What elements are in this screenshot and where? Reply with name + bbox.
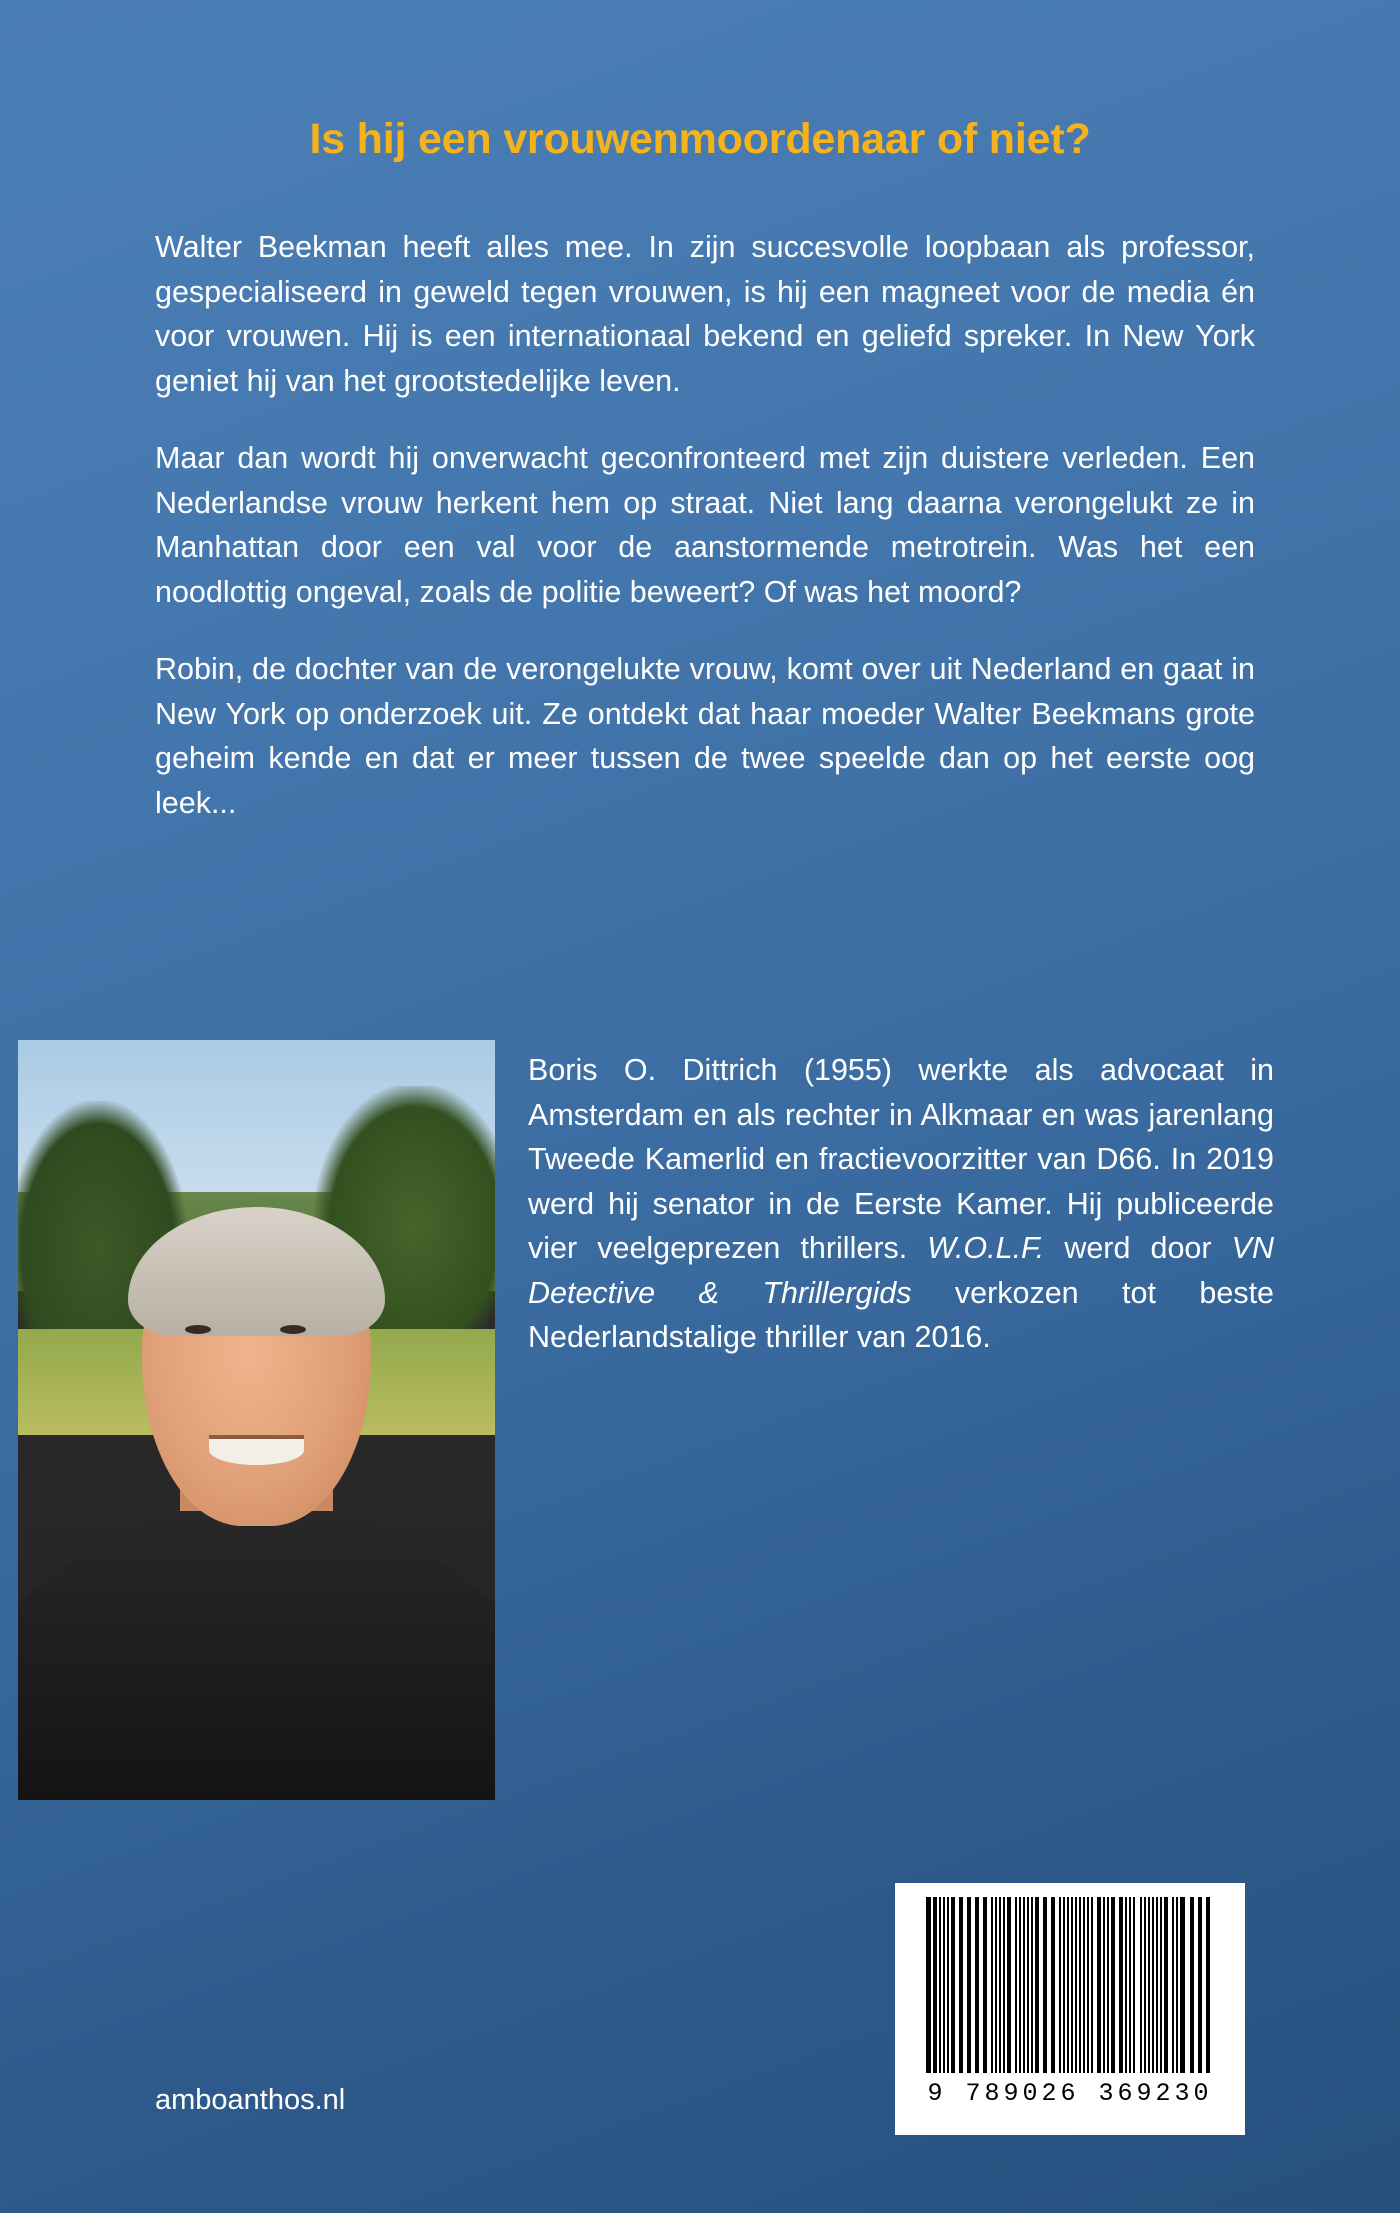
blurb-paragraph-2: Maar dan wordt hij onverwacht geconfronteerd met zijn duistere verleden. Een Nederlandse vrouw herkent hem op straat. Niet lang daarna verongelukt ze in Manhattan door een val voor de aanstormende metrotrein. Was het een noodlottig ongeval, zoals de politie beweert? Of was het moord?	[155, 441, 1255, 609]
author-bio-part-1: Boris O. Dittrich (1955) werkte als advocaat in Amsterdam en als rechter in Alkmaar en was jarenlang Tweede Kamerlid en fractievoorzitter van D66. In 2019 werd hij senator in de Eerste Kamer. Hij publiceerde vier veelgeprezen thrillers.	[528, 1053, 1274, 1266]
blurb-paragraph-1: Walter Beekman heeft alles mee. In zijn succesvolle loopbaan als professor, gespecialiseerd in geweld tegen vrouwen, is hij een magneet voor de media én voor vrouwen. Hij is een internationaal bekend en geliefd spreker. In New York geniet hij van het grootstedelijke leven.	[155, 230, 1255, 398]
barcode-bars	[926, 1897, 1214, 2073]
page-title: Is hij een vrouwenmoordenaar of niet?	[309, 115, 1091, 163]
blurb-text	[155, 225, 1255, 825]
blurb-paragraph-3: Robin, de dochter van de verongelukte vrouw, komt over uit Nederland en gaat in New York op onderzoek uit. Ze ontdekt dat haar moeder Walter Beekmans grote geheim kende en dat er meer tussen de twee speelde dan op het eerste oog leek...	[155, 652, 1255, 820]
author-section	[18, 1040, 1382, 1800]
author-portrait-image	[18, 1040, 495, 1800]
publisher-website: amboanthos.nl	[155, 2084, 346, 2116]
publication-title-vn: VN Detective & Thrillergids	[528, 1231, 1275, 1310]
author-bio-text	[528, 1048, 1274, 1360]
photo-shirt	[18, 1481, 495, 1800]
photo-mouth	[209, 1435, 304, 1465]
barcode	[895, 1883, 1245, 2135]
author-bio-part-2: werd door	[1044, 1231, 1232, 1266]
barcode-digits: 9 789026 369230	[927, 2079, 1213, 2108]
author-photo	[18, 1040, 495, 1800]
book-title-wolf: W.O.L.F.	[927, 1231, 1045, 1266]
photo-eye-left	[185, 1325, 211, 1334]
author-bio-part-3: verkozen tot beste Nederlandstalige thriller van 2016.	[528, 1275, 1275, 1355]
